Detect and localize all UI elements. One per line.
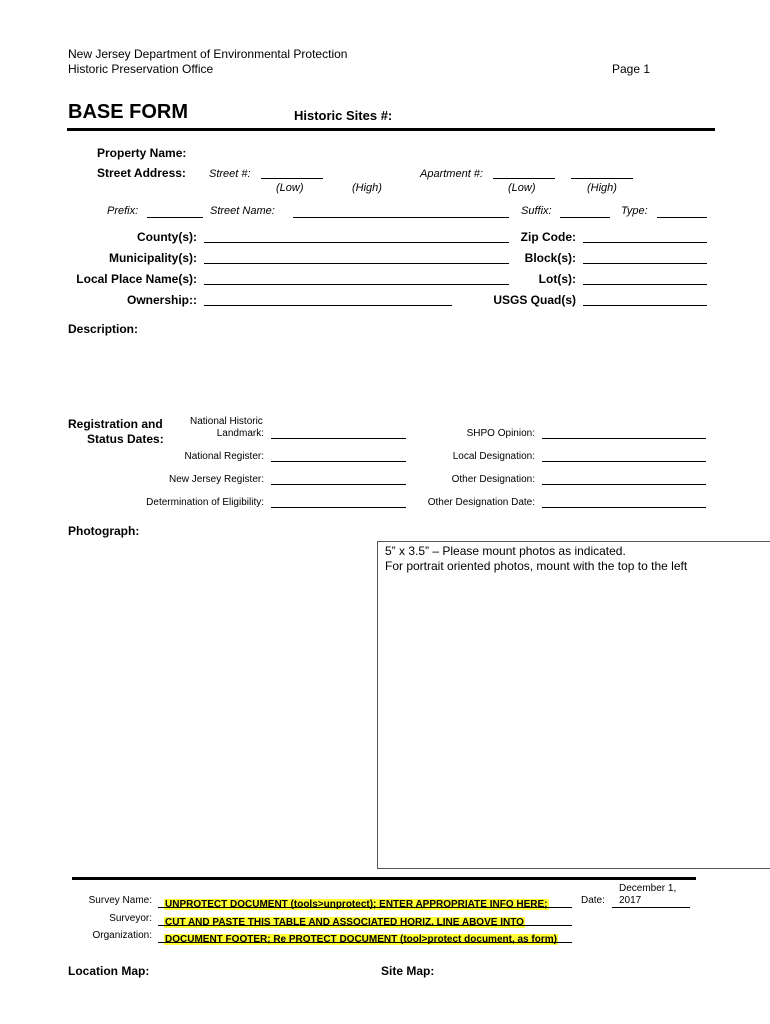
surveyor-underline — [158, 925, 572, 926]
other-designation-date-label: Other Designation Date: — [427, 497, 535, 508]
surveyor-text: CUT AND PASTE THIS TABLE AND ASSOCIATED HORIZ. LINE ABOVE INTO — [165, 917, 524, 928]
other-designation-field[interactable] — [542, 484, 706, 485]
survey-name-underline — [158, 907, 572, 908]
apartment-low-field[interactable] — [493, 178, 555, 179]
page-number: Page 1 — [612, 62, 651, 76]
organization-value[interactable] — [164, 929, 558, 947]
suffix-field[interactable] — [560, 217, 610, 218]
usgs-label: USGS Quad(s) — [493, 293, 576, 307]
apartment-number-label: Apartment #: — [420, 168, 483, 180]
surveyor-label: Surveyor: — [109, 913, 152, 924]
nhl-label-2: Landmark: — [216, 428, 264, 439]
lot-label: Lot(s): — [538, 272, 576, 286]
office-name: Historic Preservation Office — [68, 62, 214, 76]
survey-name-value[interactable] — [164, 894, 549, 912]
historic-sites-label: Historic Sites #: — [294, 108, 393, 123]
local-designation-field[interactable] — [542, 461, 706, 462]
photograph-label: Photograph: — [68, 524, 140, 538]
date-underline — [612, 907, 690, 908]
street-name-label: Street Name: — [210, 205, 275, 217]
type-label: Type: — [621, 205, 648, 217]
zip-label: Zip Code: — [520, 230, 576, 244]
date-value-1[interactable]: December 1, — [619, 883, 677, 894]
organization-underline — [158, 942, 572, 943]
agency-name: New Jersey Department of Environmental Protection — [68, 47, 348, 61]
property-name-label: Property Name: — [97, 146, 187, 160]
local-designation-label: Local Designation: — [452, 451, 535, 462]
zip-field[interactable] — [583, 242, 707, 243]
nhl-field[interactable] — [271, 438, 406, 439]
organization-label: Organization: — [92, 930, 152, 941]
location-map-label: Location Map: — [68, 964, 150, 978]
suffix-label: Suffix: — [521, 205, 552, 217]
date-label: Date: — [581, 895, 605, 906]
apartment-high-label: (High) — [587, 182, 617, 194]
survey-name-text: UNPROTECT DOCUMENT (tools>unprotect); ENTER APPROPRIATE INFO HERE; — [165, 899, 548, 910]
nhl-label-1: National Historic — [190, 416, 263, 427]
block-field[interactable] — [583, 263, 707, 264]
apartment-low-label: (Low) — [508, 182, 536, 194]
type-field[interactable] — [657, 217, 707, 218]
eligibility-label: Determination of Eligibility: — [146, 497, 264, 508]
photo-instruction-2: For portrait oriented photos, mount with the top to the left — [385, 559, 688, 573]
prefix-label: Prefix: — [107, 205, 139, 217]
nj-register-field[interactable] — [271, 484, 406, 485]
street-low-label: (Low) — [276, 182, 304, 194]
title-rule — [67, 128, 715, 131]
footer-rule — [72, 877, 696, 880]
lot-field[interactable] — [583, 284, 707, 285]
municipality-label: Municipality(s): — [108, 251, 197, 265]
registration-heading-1: Registration and — [68, 417, 163, 431]
form-title: BASE FORM — [68, 101, 188, 123]
nj-register-label: New Jersey Register: — [168, 474, 264, 485]
shpo-field[interactable] — [542, 438, 706, 439]
street-number-field[interactable] — [261, 178, 323, 179]
survey-name-label: Survey Name: — [88, 895, 152, 906]
block-label: Block(s): — [524, 251, 576, 265]
description-label: Description: — [68, 322, 139, 336]
date-value-2[interactable]: 2017 — [619, 895, 642, 906]
national-register-field[interactable] — [271, 461, 406, 462]
prefix-field[interactable] — [147, 217, 203, 218]
eligibility-field[interactable] — [271, 507, 406, 508]
site-map-label: Site Map: — [381, 964, 435, 978]
local-place-label: Local Place Name(s): — [76, 272, 197, 286]
apartment-high-field[interactable] — [571, 178, 633, 179]
other-designation-date-field[interactable] — [542, 507, 706, 508]
other-designation-label: Other Designation: — [451, 474, 535, 485]
ownership-label: Ownership:: — [126, 293, 197, 307]
shpo-label: SHPO Opinion: — [466, 428, 535, 439]
usgs-field[interactable] — [583, 305, 707, 306]
street-name-field[interactable] — [293, 217, 509, 218]
organization-text: DOCUMENT FOOTER; Re PROTECT DOCUMENT (tool>protect document, as form) — [165, 934, 557, 945]
photo-instruction-1: 5” x 3.5” – Please mount photos as indicated. — [385, 544, 626, 558]
street-number-label: Street #: — [209, 168, 251, 180]
national-register-label: National Register: — [184, 451, 264, 462]
county-label: County(s): — [137, 230, 197, 244]
street-address-label: Street Address: — [97, 166, 186, 180]
street-high-label: (High) — [352, 182, 382, 194]
registration-heading-2: Status Dates: — [87, 432, 164, 446]
photo-mount-box[interactable] — [377, 541, 770, 869]
ownership-field[interactable] — [204, 305, 452, 306]
surveyor-value[interactable] — [164, 912, 525, 930]
